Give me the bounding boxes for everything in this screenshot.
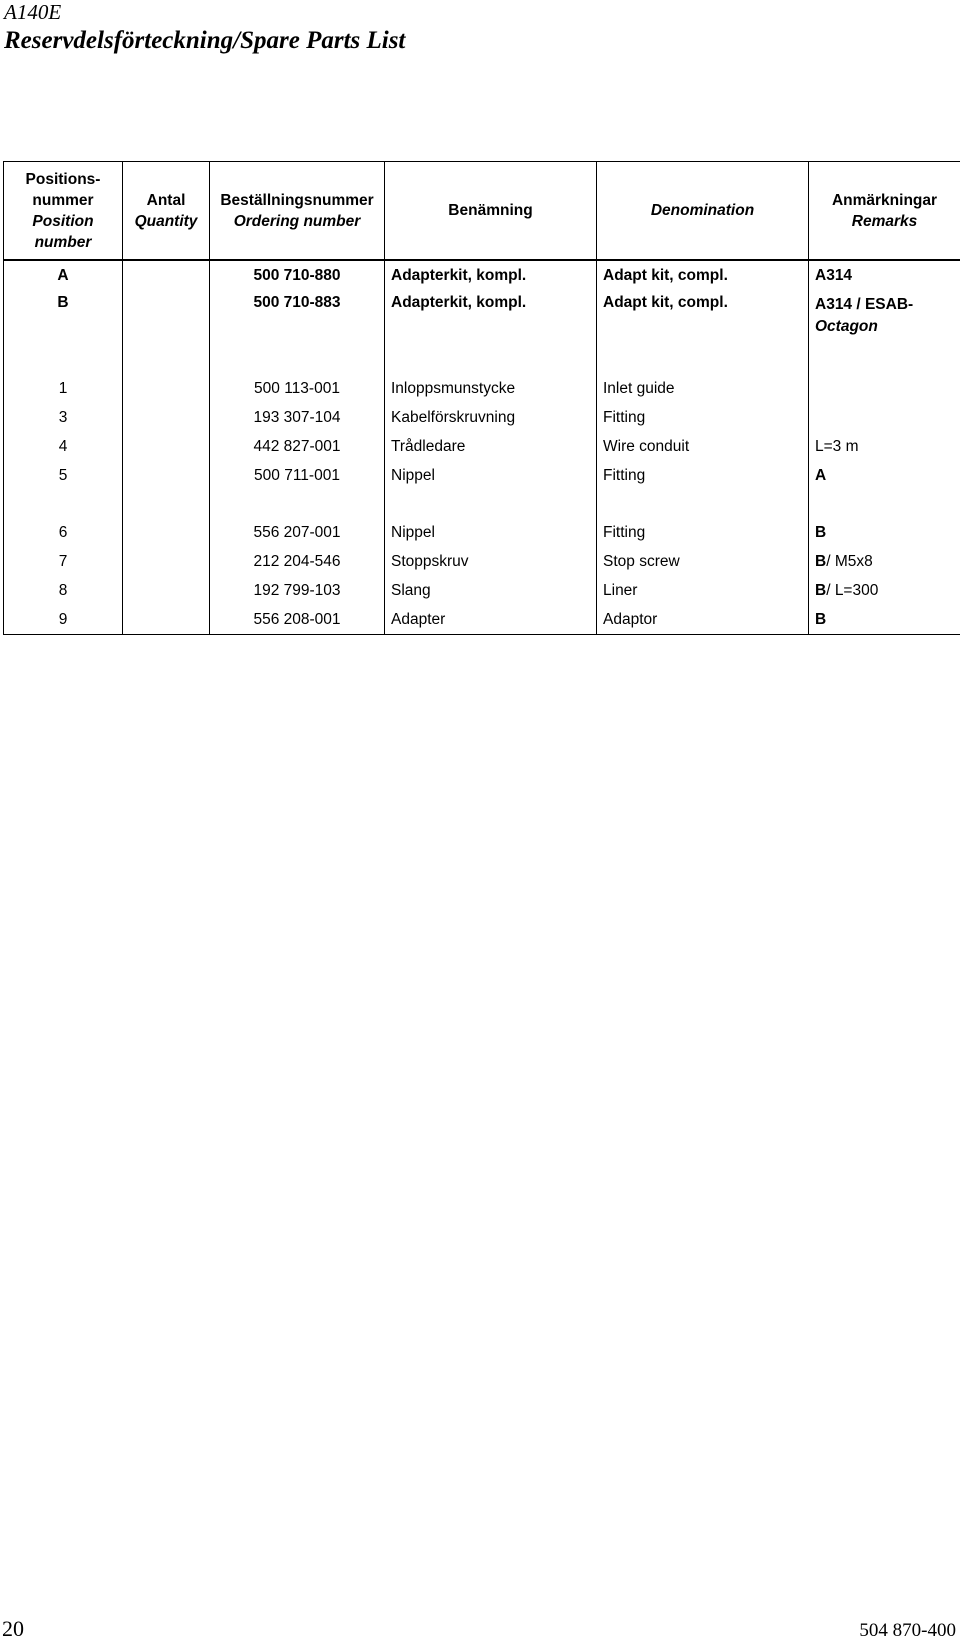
page-number: 20: [2, 1616, 24, 1641]
table-row: 5 500 711-001 Nippel Fitting A: [4, 461, 960, 490]
model-name: A140E: [4, 0, 62, 24]
table-header: [4, 162, 960, 261]
col-remarks: Anmärkningar Remarks: [809, 162, 960, 261]
col-denomination: Denomination: [597, 162, 809, 261]
document-number: 504 870-400: [859, 1620, 956, 1641]
col-quantity: Antal Quantity: [123, 162, 210, 261]
spare-parts-table: [3, 161, 960, 635]
col-ordering-number: Beställningsnummer Ordering number: [210, 162, 385, 261]
table-row: 4 442 827-001 Trådledare Wire conduit L=3 m: [4, 432, 960, 461]
page-title: Reservdelsförteckning/Spare Parts List: [4, 27, 406, 54]
table-row: 6 556 207-001 Nippel Fitting B: [4, 518, 960, 547]
table-row: 8 192 799-103 Slang Liner B/ L=300: [4, 576, 960, 605]
table-row: B 500 710-883 Adapterkit, kompl. Adapt kit, compl. A314 / ESAB- Octagon: [4, 290, 960, 346]
table-row: 7 212 204-546 Stoppskruv Stop screw B/ M5x8: [4, 547, 960, 576]
table-row: 9 556 208-001 Adapter Adaptor B: [4, 605, 960, 635]
table-row: 3 193 307-104 Kabelförskruvning Fitting: [4, 403, 960, 432]
table-row: 1 500 113-001 Inloppsmunstycke Inlet guide: [4, 374, 960, 403]
col-position: Positions- nummer Position number: [4, 162, 123, 261]
table-row: A 500 710-880 Adapterkit, kompl. Adapt kit, compl. A314: [4, 260, 960, 290]
col-benamning: Benämning: [385, 162, 597, 261]
